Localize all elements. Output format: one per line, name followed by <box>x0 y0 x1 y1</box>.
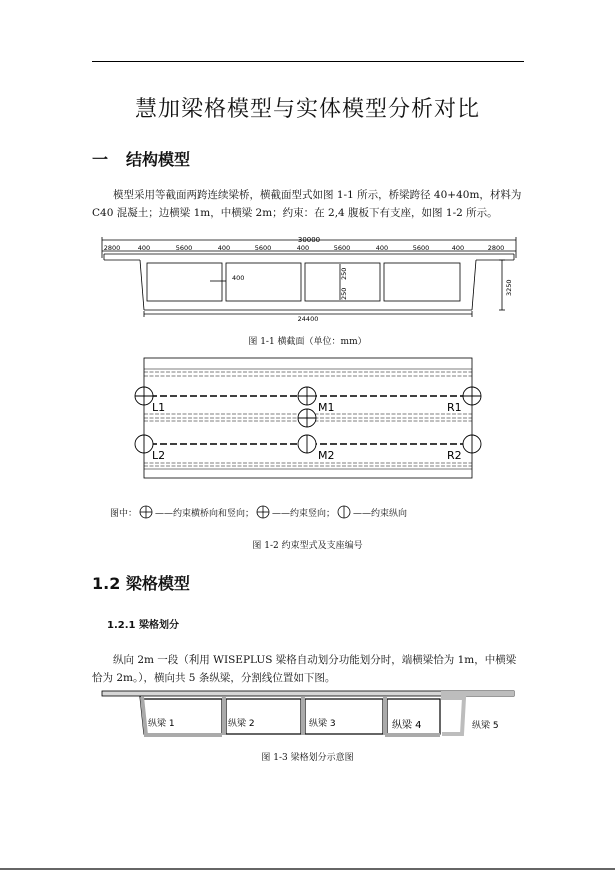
support-legend <box>110 505 407 519</box>
legend-prefix: 图中： <box>110 508 138 519</box>
dim-top: 2800 <box>487 244 505 252</box>
support-label-l1: L1 <box>152 401 166 414</box>
dim-top: 400 <box>217 244 231 252</box>
section-title: 结构模型 <box>126 150 191 169</box>
section-number: 一 <box>92 150 109 169</box>
beam-label: 纵梁 4 <box>392 720 422 731</box>
figure-2-caption: 图 1-2 约束型式及支座编号 <box>252 541 363 551</box>
legend-a-text: ——约束横桥向和竖向； <box>155 508 255 519</box>
figure-grillage-division <box>100 688 516 740</box>
support-label-r2: R2 <box>447 449 462 462</box>
dim-top: 5600 <box>254 244 272 252</box>
transverse-vertical-support-icon <box>139 505 153 519</box>
dim-web-height: 250 <box>340 287 348 300</box>
header-rule <box>92 61 524 62</box>
dim-top: 400 <box>137 244 151 252</box>
section-heading-2: 1.2 梁格模型 <box>92 574 190 593</box>
support-label-r1: R1 <box>447 401 462 414</box>
section-heading-1 <box>92 147 190 170</box>
dim-web: 400 <box>232 274 245 282</box>
document-title: 慧加梁格模型与实体模型分析对比 <box>134 97 480 122</box>
dim-top: 5600 <box>175 244 193 252</box>
figure-supports <box>130 357 490 481</box>
dim-top: 2800 <box>103 244 121 252</box>
dim-top: 400 <box>296 244 310 252</box>
legend-b-text: ——约束竖向； <box>272 508 336 519</box>
figure-3-caption: 图 1-3 梁格划分示意图 <box>261 753 354 763</box>
dim-height: 3250 <box>505 279 513 296</box>
figure-cross-section <box>100 234 520 322</box>
page-bottom-edge <box>0 868 615 870</box>
dim-top: 5600 <box>333 244 351 252</box>
figure-1-caption: 图 1-1 横截面（单位：mm） <box>248 337 367 347</box>
support-label-m2: M2 <box>318 449 335 462</box>
paragraph-grillage: 纵向 2m 一段（利用 WISEPLUS 梁格自动划分功能划分时，端横梁恰为 1m，中横梁恰为 2m。），横向共 5 条纵梁，分割线位置如下图。 <box>92 654 517 684</box>
dim-top: 5600 <box>412 244 430 252</box>
dim-flange: 250 <box>340 267 348 280</box>
vertical-support-icon <box>256 505 270 519</box>
beam-label: 纵梁 1 <box>148 719 175 729</box>
longitudinal-support-icon <box>337 505 351 519</box>
dim-total: 30000 <box>297 236 321 244</box>
dim-bottom-width: 24400 <box>297 315 319 322</box>
legend-c-text: ——约束纵向 <box>353 508 408 519</box>
support-label-l2: L2 <box>152 449 166 462</box>
paragraph-structure: 模型采用等截面两跨连续梁桥，横截面型式如图 1-1 所示，桥梁跨径 40+40m，材料为 C40 混凝土；边横梁 1m，中横梁 2m；约束：在 2,4 腹板下有支座，如图 1-2 所示。 <box>92 189 522 219</box>
dim-top: 400 <box>451 244 465 252</box>
beam-label: 纵梁 2 <box>228 719 255 729</box>
dim-top: 400 <box>375 244 389 252</box>
support-label-m1: M1 <box>318 401 335 414</box>
section-heading-2-1: 1.2.1 梁格划分 <box>107 620 179 631</box>
beam-label: 纵梁 3 <box>309 719 336 729</box>
beam-label: 纵梁 5 <box>472 721 499 731</box>
